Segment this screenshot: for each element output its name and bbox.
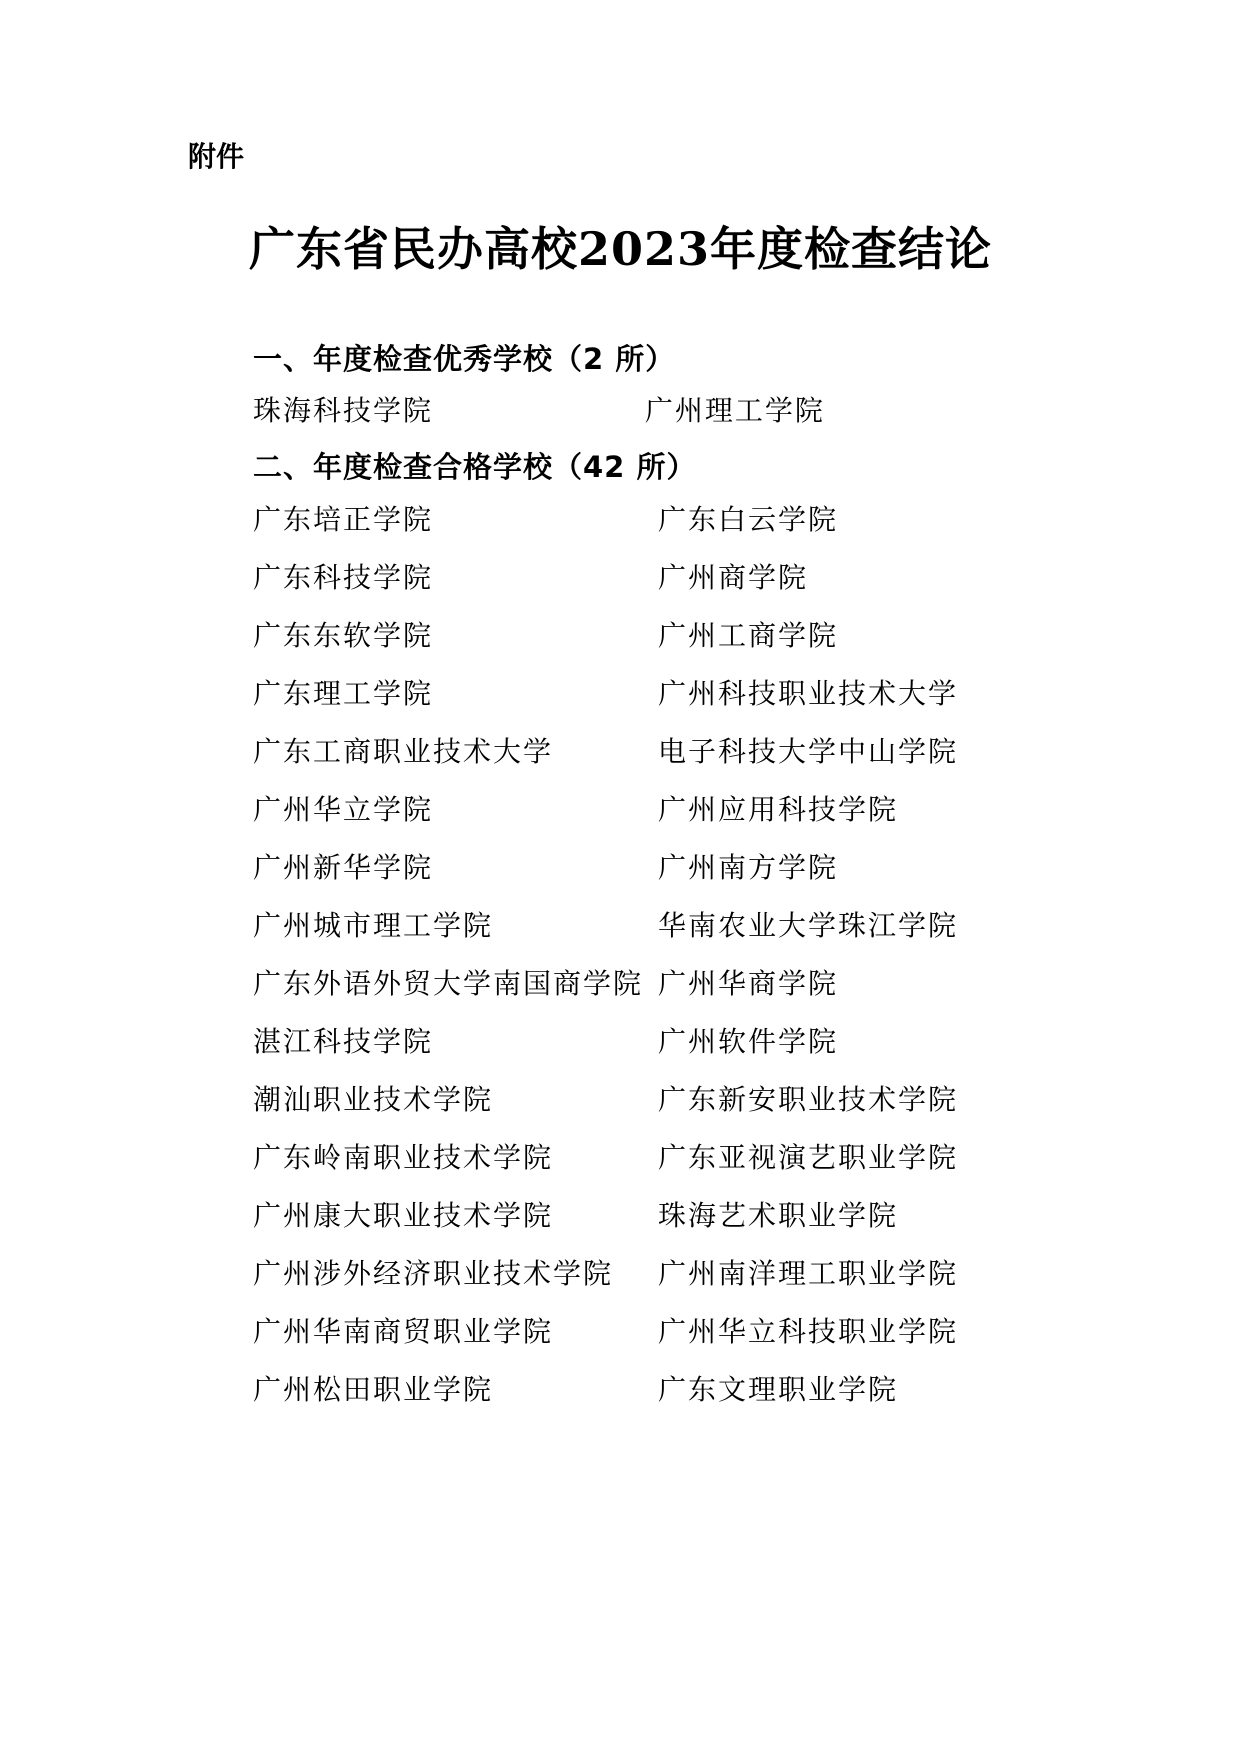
school-name: 广东岭南职业技术学院 bbox=[253, 1141, 554, 1174]
school-name: 电子科技大学中山学院 bbox=[658, 735, 959, 768]
school-name: 华南农业大学珠江学院 bbox=[658, 909, 959, 942]
school-name: 广东培正学院 bbox=[253, 503, 434, 536]
school-name: 广州软件学院 bbox=[658, 1025, 839, 1058]
school-row bbox=[253, 674, 1201, 714]
school-name: 广州华立学院 bbox=[253, 793, 434, 826]
school-row bbox=[253, 1370, 1201, 1410]
school-name: 广州华立科技职业学院 bbox=[658, 1315, 959, 1348]
school-row bbox=[253, 732, 1201, 772]
school-name: 广东工商职业技术大学 bbox=[253, 735, 554, 768]
section-heading-excellent: 一、年度检查优秀学校（2 所） bbox=[253, 342, 676, 376]
attachment-label: 附件 bbox=[188, 140, 245, 173]
school-row bbox=[253, 964, 1201, 1004]
school-name: 广东东软学院 bbox=[253, 619, 434, 652]
school-name: 广州南洋理工职业学院 bbox=[658, 1257, 959, 1290]
school-name: 广州华商学院 bbox=[658, 967, 839, 1000]
school-name: 广州南方学院 bbox=[658, 851, 839, 884]
school-row bbox=[253, 1080, 1201, 1120]
school-name: 广州涉外经济职业技术学院 bbox=[253, 1257, 614, 1290]
section-heading-qualified: 二、年度检查合格学校（42 所） bbox=[253, 450, 697, 484]
school-row bbox=[253, 391, 1201, 431]
school-name: 广州商学院 bbox=[658, 561, 809, 594]
school-name: 广东外语外贸大学南国商学院 bbox=[253, 967, 644, 1000]
school-row bbox=[253, 1196, 1201, 1236]
school-name: 广东科技学院 bbox=[253, 561, 434, 594]
school-name: 广东白云学院 bbox=[658, 503, 839, 536]
school-name: 广州应用科技学院 bbox=[658, 793, 899, 826]
school-name: 广州华南商贸职业学院 bbox=[253, 1315, 554, 1348]
school-name: 广州城市理工学院 bbox=[253, 909, 494, 942]
school-name: 珠海艺术职业学院 bbox=[658, 1199, 899, 1232]
document-body bbox=[253, 339, 1201, 1410]
school-name: 潮汕职业技术学院 bbox=[253, 1083, 494, 1116]
school-row bbox=[253, 906, 1201, 946]
school-row bbox=[253, 500, 1201, 540]
school-row bbox=[253, 1312, 1201, 1352]
school-row bbox=[253, 1254, 1201, 1294]
school-name: 广州科技职业技术大学 bbox=[658, 677, 959, 710]
school-name: 广州康大职业技术学院 bbox=[253, 1199, 554, 1232]
school-name: 广州理工学院 bbox=[644, 394, 825, 427]
school-name: 湛江科技学院 bbox=[253, 1025, 434, 1058]
document-title: 广东省民办高校2023年度检查结论 bbox=[248, 222, 993, 276]
school-name: 广州新华学院 bbox=[253, 851, 434, 884]
school-row bbox=[253, 1022, 1201, 1062]
school-name: 广东文理职业学院 bbox=[658, 1373, 899, 1406]
school-row bbox=[253, 848, 1201, 888]
school-name: 珠海科技学院 bbox=[253, 394, 434, 427]
school-name: 广州松田职业学院 bbox=[253, 1373, 494, 1406]
school-name: 广东理工学院 bbox=[253, 677, 434, 710]
school-row bbox=[253, 1138, 1201, 1178]
qualified-school-list bbox=[253, 500, 1201, 1410]
school-row bbox=[253, 558, 1201, 598]
school-row bbox=[253, 616, 1201, 656]
school-name: 广东亚视演艺职业学院 bbox=[658, 1141, 959, 1174]
school-row bbox=[253, 790, 1201, 830]
school-name: 广州工商学院 bbox=[658, 619, 839, 652]
school-name: 广东新安职业技术学院 bbox=[658, 1083, 959, 1116]
